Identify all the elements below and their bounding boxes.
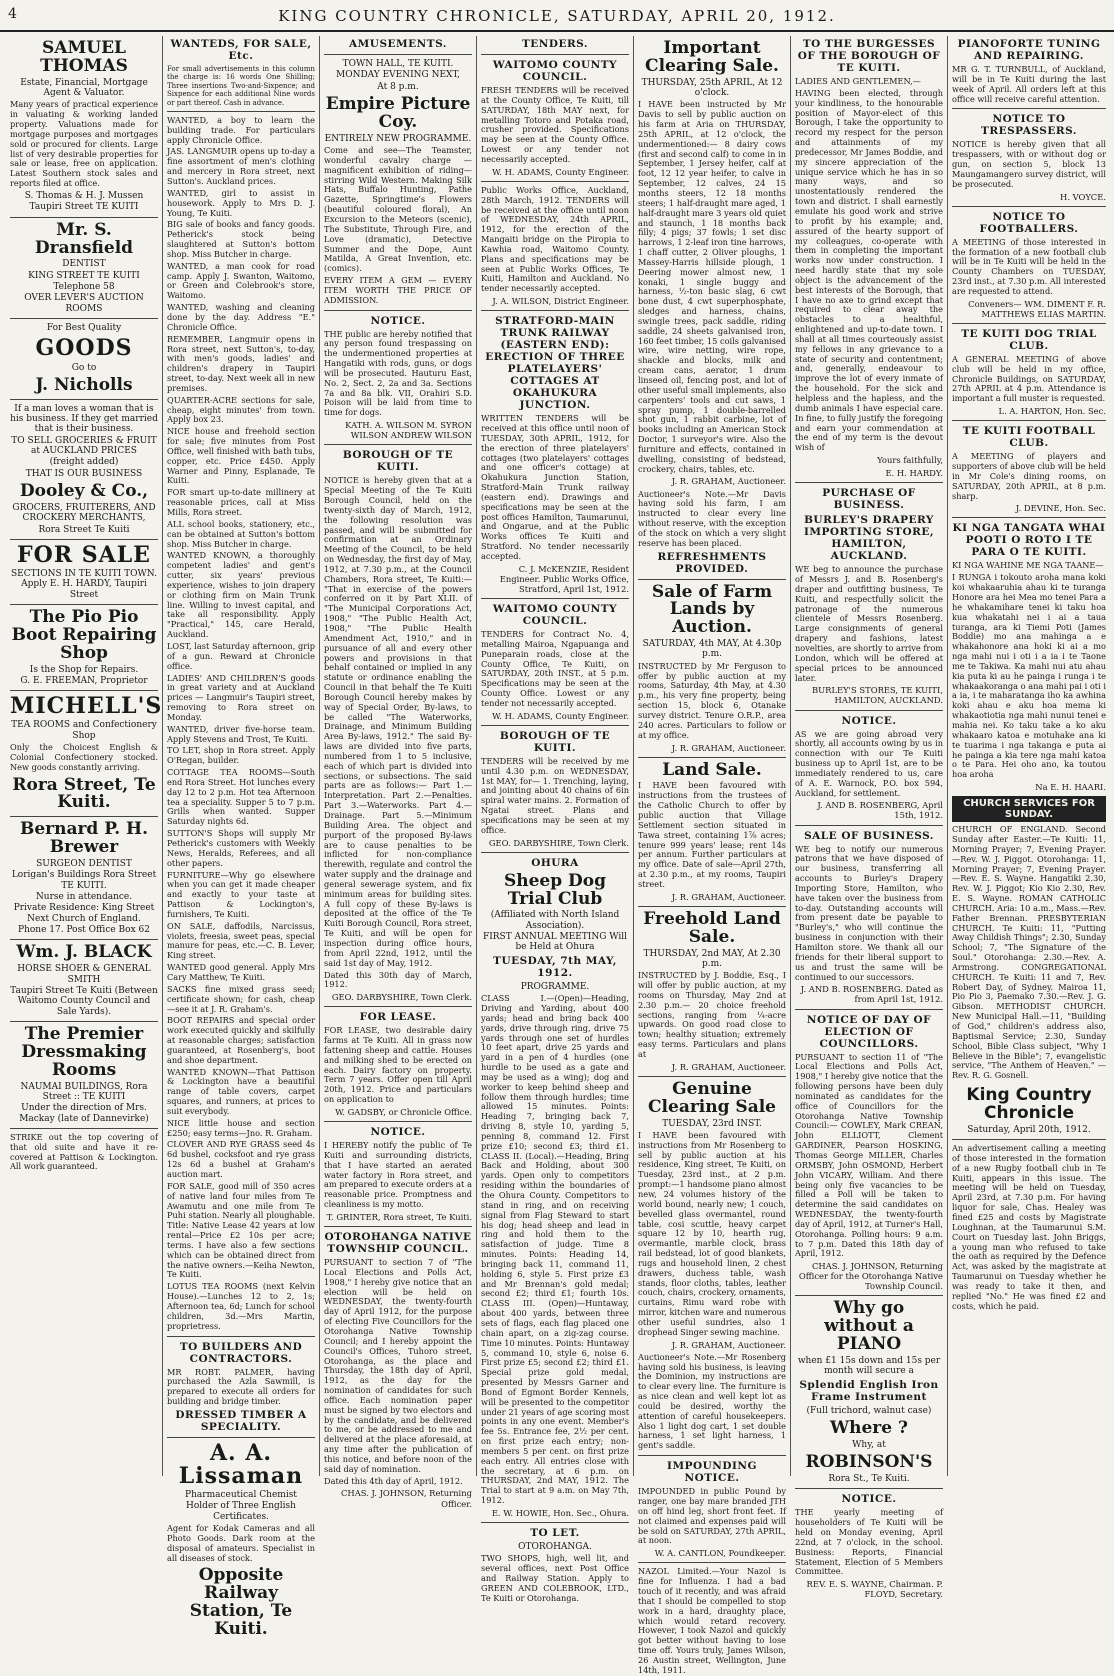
rosenberg-notice-head: NOTICE. — [841, 714, 897, 727]
tolet-body: TWO SHOPS, high, well lit, and several offices, next Post Office and Railway Station. Apply to GREEN AND COLEBROOK, LTD., Te Kuiti or Otorohanga. — [481, 1553, 629, 1603]
piano-why: Why, at — [852, 1439, 886, 1450]
classified-ad: WANTED, driver five-horse team. Apply Stevens and Trost, Te Kuiti. — [167, 723, 315, 744]
freehold-body: INSTRUCTED by J. Boddie, Esq., I will offer by public auction, at my rooms on Thursday, May 2nd at 2.30 p.m.— 20 choice freehold sections, ranging from ¼-acre upwards. On good road close to town; healthy situation; extremely easy terms. Particulars and plans at — [638, 970, 786, 1059]
football-sig: Conveners— WM. DIMENT F. R. MATTHEWS ELIAS MARTIN. — [968, 298, 1106, 319]
classified-ad: FOR SALE, good mill of 350 acres of native land four miles from Te Awamutu and one mile from Te Puhi station. Nearly all ploughable. Title: Native Lease 42 years at low rental—Price £2 10s per acre; terms. I have also a few sections which can be obtained direct from the native owners.—Keiha Newton, Te Kuiti. — [167, 1180, 315, 1280]
black-role: HORSE SHOER & GENERAL SMITH — [17, 964, 151, 985]
clearing-date: THURSDAY, 25th APRIL, At 12 o'clock. — [641, 77, 783, 99]
thomas-body: Many years of practical experience in valuating & working landed property. Valuations made for mortgage purposes and mortgages sold or procured for clients. Large list of very desirable properties for sale or lease, free on application. Latest Southern stock sales and reports filed at office. — [10, 99, 158, 189]
piano-terms: when £1 15s down and 15s per month will secure a — [797, 1356, 941, 1377]
lissaman-cert: Holder of Three English Certificates. — [186, 1501, 296, 1522]
sheep-body: CLASS I.—(Open)—Heading, Driving and Yarding, about 400 yards; head and bring back 400 yards, drive through ring, drive 75 yards through one set of hurdles 10 feet apart, drive 25 yards and yard in a pen of 4 hurdles (one hurdle to be used as a gate and may be used as a wing); dog and worker to keep behind sheep and follow them through hurdles; time allowed 15 minutes. Points: Heading 7, bringing back 7, driving 8, style 10, yarding 5, penning 8, command 12. First prize £10; second £3; third £1. CLASS II. (Local).—Heading, Bring Back and Holding, about 300 yards. Open only to competitors residing within the boundaries of the Ohura County. Competitors to stand in ring, and on receiving signal from Flag Steward to start his dog; head sheep and lead in ring and hold them to the satisfaction of judge. Time 8 minutes. Points: Heading 14, bringing back 11, command 11, holding 6, style 5. First prize £3 and Mr Brennan's gold medal; second £2; third £1; fourth 10s. CLASS III. (Open)—Huntaway, about 400 yards, between three sets of flags, each flag placed one chain apart, on a zig-zag course. Time 10 minutes. Points: Huntaway 5, command 10, style 6, noise 6. First prize £5; second £2; third £1. Special prize gold medal, presented by Messrs Garner and Bond of Egmont Border Kennels, will be presented to the competitor under 21 years of age scoring most points in any one event. Member's fee 5s. Entrance fee, 2½ per cent. on first prize each entry; non-members 5 per cent. on first prize each entry. All entries close with the secretary, at 6 p.m. on THURSDAY, 2nd MAY, 1912. The Trial to start at 9 a.m. on May 7th, 1912. — [481, 993, 630, 1506]
tenders-head: TENDERS. — [521, 38, 589, 50]
nicholls-name: J. Nicholls — [35, 374, 133, 395]
divider — [638, 1076, 786, 1077]
page-number: 4 — [8, 6, 17, 22]
divider — [952, 206, 1106, 207]
land-sig: J. R. GRAHAM, Auctioneer. — [671, 891, 786, 902]
waitomo-body: FRESH TENDERS will be received at the County Office, Te Kuiti, till SATURDAY, 18th MAY next, for metalling Totoro and Potaka road, crusher provided. Specifications may be seen at the County Office. Lowest or any tender not necessarily accepted. — [481, 85, 629, 164]
sheep-sub: (Affiliated with North Island Association). — [490, 910, 620, 931]
classified-ad: SACKS fine mixed grass seed; certificate shown; for cash, cheap —see it at J. R. Graham's. — [167, 983, 315, 1014]
classified-ad: ALL school books, stationery, etc., can be obtained at Sutton's bottom shop. Miss Butcher in charge. — [167, 518, 315, 549]
divider — [795, 825, 943, 826]
lissaman-body: Agent for Kodak Cameras and all Photo Goods. Dark room at the disposal of amateurs. Specialist in all diseases of stock. — [167, 1523, 315, 1563]
nicholls-pre: For Best Quality — [46, 323, 122, 334]
dogtrial-head: TE KUITI DOG TRIAL CLUB. — [961, 327, 1097, 352]
column-1 — [6, 36, 163, 1476]
classified-ad: BOOT REPAIRS and special order work executed quickly and skilfully at reasonable charges; satisfaction guaranteed, at Rosenberg's, boot and shoe department. — [167, 1015, 315, 1065]
lease-sig: W. GADSBY, or Chronicle Office. — [335, 1107, 472, 1118]
timber-line: DRESSED TIMBER A SPECIALITY. — [175, 1408, 307, 1433]
fc-body: A MEETING of players and supporters of above club will be held in Mr Cole's dining rooms, on SATURDAY, 20th APRIL, at 8 p.m. sharp. — [952, 451, 1106, 501]
divider — [795, 1295, 943, 1296]
michell-line: TEA ROOMS and Confectionery Shop — [11, 720, 157, 741]
notice2-sig: T. GRINTER, Rora street, Te Kuiti. — [326, 1212, 472, 1222]
burgesses-close: Yours faithfully, — [877, 455, 943, 466]
divider — [10, 217, 158, 218]
thomas-addr: Taupiri Street TE KUITI — [29, 202, 139, 213]
maori-body: I RUNGA i tokouto aroha mana koki koi whakaaruhia ahau ki te turanga Honore ara hei Mea mo tenei Para a he whakamihare tenei ki taku hoa kua whakatahi nei i ai a taua turanga, ara ki Tiemi Poti (James Boddie) mo ana mahinga a e whakahonore ana hoki ki ai a mo nga mahi nui i oti i a ia i te Taone me te Takiwa. Ka mahi nui atu ahau kia puta ki au he painga i runga i te whakaakoranga o ana mahi pai i oti i a ia, i te maharatanga iho ka awhina koki ahau e aku hoa mema ki whakaotiotia nga mahi nunui tenei e mahia nei. Ko taku take a ko aku whakaaro katoa e motuhake ana ki te tuarima i nga takanga e puta ai he painga a kia tere nga mahi katoa o te Para. Hei oho ano, ka toutou hoa aroha — [952, 572, 1106, 780]
sheep-first: FIRST ANNUAL MEETING Will be Held at Ohura — [482, 932, 628, 953]
freehold-sig: J. R. GRAHAM, Auctioneer. — [671, 1061, 786, 1072]
otoro-body: PURSUANT to section 7 of "The Local Elections and Polls Act, 1908," I hereby give notice that an election will be held on WEDNESDAY, the twenty-fourth day of April 1912, for the purpose of electing Five Councillors for the Otorohanga Native Township Council; and I hereby appoint the Council's Offices, Tuhoro street, Otorohanga, as the place and Thursday, the 18th day of April, 1912, as the day for the nomination of candidates for such office. Each nomination paper must be signed by two electors and by the candidate, and be delivered to me, or be addressed to me and delivered at the place aforesaid, at any time after the publication of this notice, and before noon of the said day of nomination. — [324, 1257, 472, 1474]
sheep-head: Sheep Dog Trial Club — [503, 870, 607, 909]
notice2-body: I HEREBY notify the public of Te Kuiti and surrounding districts, that I have started an aerated water factory in Rora street, and am prepared to execute orders at a reasonable price. Promptness and cleanliness is my motto. — [324, 1140, 472, 1210]
entirely-new: ENTIRELY NEW PROGRAMME. — [324, 133, 472, 144]
classified-ad: SUTTON'S Shops will supply Mr Petherick's customers with Weekly News, Heralds, Referees, and all other papers. — [167, 828, 315, 868]
salebiz-head: SALE OF BUSINESS. — [804, 829, 934, 842]
pwo-body: Public Works Office, Auckland, 28th March, 1912. TENDERS will be received at the office until noon of WEDNESDAY, 24th APRIL, 1912, for the erection of the Mangaiti bridge on the Piropia to Kawhia road, Waitomo County. Plans and specifications may be seen at Public Works Offices, Te Kuiti, Hamilton and Auckland. No tender necessarily accepted. — [481, 184, 629, 294]
classified-ad: WANTED KNOWN, a thoroughly competent ladies' and gent's cutter, six years' previous experience, wishes to join drapery or clothing firm on Main Trunk line. Willing to invest capital, and take all responsibility. Apply "Practical," 145, care Herald, Auckland. — [167, 550, 315, 640]
michell-body: Only the Choicest English & Colonial Confectionery stocked. New goods constantly arriving. — [10, 742, 158, 772]
classified-ad: COTTAGE TEA ROOMS—South end Rora Street. Hot lunches every day 12 to 2 p.m. Hot tea Afternoon tea a speciality. Supper 5 to 7 p.m. Grills when wanted. Supper Saturday nights 6d. — [167, 767, 315, 827]
burleys-head: BURLEY'S DRAPERY IMPORTING STORE, HAMILTON, AUCKLAND. — [804, 514, 934, 563]
maori-sig: Na E. H. HAARI. — [1035, 782, 1106, 793]
strike-ad: STRIKE out the top covering of that old suite and have it re-covered at Pattison & Lockington. All work guaranteed. — [10, 1131, 158, 1172]
classified-ad: WANTED, a boy to learn the building trade. For particulars apply Chronicle Office. — [167, 114, 315, 145]
borough-tender-head: BOROUGH OF TE KUITI. — [499, 729, 611, 754]
divider — [795, 1009, 943, 1010]
tolet-town: OTOROHANGA. — [518, 1542, 592, 1553]
thomas-line: Estate, Financial, Mortgage Agent & Valuator. — [20, 77, 148, 99]
classified-ad: JAS. LANGMUIR opens up to-day a fine assortment of men's clothing and mercery in Rora street, next Sutton's. Auckland prices. — [167, 146, 315, 187]
thomas-ad — [10, 40, 158, 213]
divider — [795, 710, 943, 711]
fc-sig: J. DEVINE, Hon. Sec. — [1015, 503, 1106, 514]
land-body: I HAVE been favoured with instructions from the trustees of the Catholic Church to offer by public auction that Village Settlement section situated in Tawa street, containing 1⅞ acres; tenure 999 years' lease; rent 14s per annum. Further particulars at my office. Date of sale—April 27th, at 2.30 p.m., at my rooms, Taupiri street. — [638, 780, 786, 889]
monday-line: MONDAY EVENING NEXT, — [335, 70, 460, 81]
divider — [638, 906, 786, 907]
burgesses-sig: E. H. HARDY. — [885, 468, 943, 479]
salebiz-sig: J. AND B. ROSENBERG. Dated as from April 1st, 1912. — [800, 984, 943, 1005]
divider — [10, 539, 158, 540]
trespass-body: NOTICE is hereby given that all trespassers, with or without dog or gun, on section 5, block 13 Maungamangero survey district, will be prosecuted. — [952, 139, 1106, 189]
fc-head: TE KUITI FOOTBALL CLUB. — [962, 425, 1096, 450]
man-sell: TO SELL GROCERIES & FRUIT at AUCKLAND PRICES — [11, 435, 157, 457]
classified-ad: WANTED, washing and cleaning done by the day. Address "E." Chronicle Office. — [167, 302, 315, 332]
divider — [324, 310, 472, 311]
lissaman-name: A. A. Lissaman — [178, 1439, 304, 1489]
brewer-res: Private Residence: King Street Next Church of England. — [13, 903, 155, 924]
classified-ad: LOST, last Saturday afternoon, grip of a gun. Reward at Chronicle office. — [167, 640, 315, 671]
classified-ad: QUARTER-ACRE sections for sale, cheap, eight minutes' from town. Apply box 23. — [167, 394, 315, 425]
waitomo2-sig: W. H. ADAMS, County Engineer. — [492, 710, 629, 721]
brewer-role: SURGEON DENTIST — [36, 859, 132, 869]
divider — [638, 1455, 786, 1456]
waitomo-sig: W. H. ADAMS, County Engineer. — [492, 166, 629, 177]
lease-head: FOR LEASE. — [359, 1011, 437, 1024]
town-hall: TOWN HALL, TE KUITI. — [342, 59, 454, 69]
notice-sig: KATH. A. WILSON M. SYRON WILSON ANDREW WILSON — [345, 420, 472, 441]
genuine-body: I HAVE been favoured with instructions from Mr Rosenberg to sell by public auction at his residence, King street, Te Kuiti, on Tuesday, 23rd inst., at 2 p.m. prompt:—1 handsome piano almost new, 24 volumes history of the world bound, nearly new; 1 couch, bevelled glass overmantel, round table, cosi scuttle, heavy carpet square 12 by 10, hearth rug, overmantle, marble clock, brass rail bedstead, lot of good blankets, rugs and household linen, 2 chest drawers, duchess table, wash stands, floor cloths, tables, leather couch, chairs, crockery, ornaments, curtains, Rimu ward robe with mirror, kitchen ware and numerous other useful sundries, also 1 drophead Singer sewing machine. — [638, 1129, 786, 1337]
classified-ad: FURNITURE—Why go elsewhere when you can get it made cheaper and exactly to your taste at Pattison & Lockington's, furnishers, Te Kuiti. — [167, 869, 315, 919]
michell-name: MICHELL'S — [10, 693, 163, 720]
programme-body: Come and see—The Teamster, wonderful cavalry charge — magnificent exhibition of riding—stirring Wild Western. Making Silk Hats, Buffalo Hunting, Pathe Gazette, Springtime's Flowers (beautiful coloured floral), An Excursion to the Meteors (scenic), The Substitute, Through Fire, and Love (dramatic), Detective Summer and the Dope, Aunt Matilda, A Great Invention, etc. (comics). — [324, 145, 472, 274]
kcc-banner: King Country Chronicle — [966, 1085, 1092, 1123]
divider — [10, 1128, 158, 1129]
black-name: Wm. J. BLACK — [16, 942, 152, 963]
brewer-nurse: Nurse in attendance. — [35, 892, 133, 903]
election-body: PURSUANT to section 11 of "The Local Elections and Polls Act, 1908," I hereby give notice that the following persons have been duly nominated as candidates for the office of Councillors for the Otorohanga Native Township Council:— COWLEY, Mark CREAN, John ELLIOTT, Clement GARDINER, Pearson HOSKING, Thomas George MILLER, Charles ORMSBY, John OSMOND, Herbert John VICARY, William. And there being only five vacancies to be filled a Poll will be taken to determine the said candidates on WEDNESDAY, the twenty-fourth day of April, 1912, at Turner's Hall, Otorohanga. Polling hours: 9 a.m. to 7 p.m. Dated this 18th day of April, 1912. — [795, 1051, 943, 1259]
man-ours: THAT IS OUR BUSINESS — [25, 468, 143, 479]
notice-body: THE public are hereby notified that any person found trespassing on the undermentioned properties at Hangatiki with rods, guns, or dogs will be prosecuted. Hauturu East, No. 2, Sect. 2, 2a and 3a. Sections 7a and 8a blk. VII, Orahiri S.D. Poison will be laid from time to time for dogs. — [324, 328, 472, 418]
divider — [952, 1139, 1106, 1140]
land-head: Land Sale. — [662, 759, 762, 780]
gem-line: EVERY ITEM A GEM — EVERY ITEM WORTH THE PRICE OF ADMISSION. — [324, 275, 472, 305]
trespass-sig: H. VOYCE. — [1060, 191, 1106, 202]
piano-item: Splendid English Iron Frame Instrument — [799, 1378, 939, 1403]
divider — [10, 816, 158, 817]
stratford-head: STRATFORD-MAIN TRUNK RAILWAY (EASTERN END): ERECTION OF THREE PLATELAYERS' COTTAGES AT OKAHUKURA JUNCTION. — [485, 315, 625, 412]
classified-ad: FOR smart up-to-date millinery at reasonable prices, call at Miss Mills, Rora street. — [167, 487, 315, 518]
divider — [324, 1226, 472, 1227]
otoro-head: OTOROHANGA NATIVE TOWNSHIP COUNCIL. — [324, 1231, 472, 1256]
empire-picture: Empire Picture Coy. — [325, 94, 471, 132]
clearing-sig: J. R. GRAHAM, Auctioneer. — [671, 476, 786, 487]
amusements-head: AMUSEMENTS. — [349, 38, 447, 50]
otoro-date: Dated this 4th day of April, 1912. — [324, 1475, 463, 1486]
kcc-body: An advertisement calling a meeting of those interested in the formation of a new Rugby football club in Te Kuiti, appears in this issue. The meeting will be held on Tuesday, April 23rd, at 7.30 p.m. For having liquor for sale, Chas. Healey was fined £25 and costs by Magistrate Loughnan, at the Taumarunui S.M. Court on Tuesday last. John Briggs, a young man who refused to take the oath as required by the Defence Act, was asked by the magistrate at Taumarunui on Tuesday whether he was ready to take it then, and replied "No." He was fined £2 and costs, which he paid. — [952, 1143, 1106, 1311]
football-body: A MEETING of those interested in the formation of a new football club will be in Te Kuiti will be held in the County Chambers on TUESDAY, 23rd inst., at 7.30 p.m. All interested are requested to attend. — [952, 236, 1106, 296]
dransfield-addr: KING STREET TE KUITI — [28, 270, 140, 281]
piano-head: Why go without a PIANO — [824, 1298, 914, 1355]
divider — [481, 181, 629, 182]
farmland-date: SATURDAY, 4th MAY, At 4.30p p.m. — [642, 639, 782, 660]
divider — [324, 1121, 472, 1122]
piopio-ad — [10, 609, 158, 686]
tolet-head: TO LET. — [530, 1527, 580, 1540]
dress-addr: NAUMAI BUILDINGS, Rora Street :: TE KUITI — [20, 1081, 148, 1102]
classified-ad: LOTUS TEA ROOMS (next Kelvin House).—Lunches 12 to 2, 1s; Afternoon tea, 6d; Lunch for school children, 3d.—Mrs Martin, proprietress. — [167, 1281, 315, 1331]
man-body: If a man loves a woman that is his business. If they get married that is their business. — [10, 403, 158, 435]
pio-sig: G. E. FREEMAN, Proprietor — [20, 675, 148, 686]
tuning-head: PIANOFORTE TUNING AND REPAIRING. — [957, 38, 1101, 62]
dransfield-role: DENTIST — [62, 259, 106, 270]
divider — [481, 1522, 629, 1523]
borough-sig: GEO. DARBYSHIRE, Town Clerk. — [331, 992, 472, 1003]
dooley-line: GROCERS, FRUITERERS, AND CROCKERY MERCHANTS, — [12, 502, 156, 524]
divider — [952, 517, 1106, 518]
freehold-date: THURSDAY, 2nd MAY, At 2.30 p.m. — [643, 948, 781, 969]
lease-body: FOR LEASE, two desirable dairy farms at Te Kuiti. All in grass now fattening sheep and cattle. Houses and milking shed to be erected on each. Dairy factory on property. Term 7 years. Offer open till April 20th, 1912. Price and particulars on application to — [324, 1025, 472, 1105]
piano-finish: (Full trichord, walnut case) — [806, 1405, 932, 1416]
dooley-name: Dooley & Co., — [19, 481, 149, 502]
impound-head: IMPOUNDING NOTICE. — [667, 1460, 757, 1485]
nicholls-ad — [10, 323, 158, 395]
burgesses-body: HAVING been elected, through your kindliness, to the honourable position of Mayor-elect of this Borough, I take the opportunity to record my respect for the person and attainments of my predecessor, Mr James Boddie, and my sincere appreciation of the unique service which he has in so many ways, and so unostentatiously rendered the town and district. I shall earnestly emulate his good work and strive to profit by his example; and, assured of the hearty support of my colleagues, co-operate with them in completing the important works now under construction. I need hardly state that my sole object is the advancement of the best interests of the Borough, that I have no axe to grind except that required to clear away the obstacles to a healthful, enlightened and up-to-date town. I shall at all times courteously assist my fellows in any grievance to a state of security and contentment; and, generally, endeavour to improve the lot of every inmate of the household. For the sick and helpless and the hapless, and the dumb animals I have especial care. In fine, to fully justify the foregoing and earn your commendation at the end of my term is the devout wish of — [795, 87, 943, 453]
nicholls-go: Go to — [71, 362, 97, 373]
builders-body: MR ROBT. PALMER, having purchased the Azla Sawmill, is prepared to execute all orders for building and bridge timber. — [167, 1366, 315, 1407]
dogtrial-sig: L. A. HARTON, Hon. Sec. — [998, 406, 1106, 417]
dressmaking-ad — [10, 1023, 158, 1124]
divider — [952, 420, 1106, 421]
divider — [795, 1488, 943, 1489]
election-sig: CHAS. J. JOHNSON, Returning Officer for the Otorohanga Native Township Council. — [798, 1261, 943, 1292]
impound-sig: W. A. CANTLON, Poundkeeper. — [654, 1548, 786, 1559]
trespass-head: NOTICE TO TRESPASSERS. — [981, 113, 1077, 138]
clearing-body: I HAVE been instructed by Mr Davis to sell by public auction on his farm at Aria on THURSDAY, 25th APRIL, at 12 o'clock, the undermentioned:— 8 dairy cows (first and second calf) to come in in September, 1 Jersey heifer, calf at foot, 12 12 year heifer, to calve in September, 12 calves, 24 15 months steers, 12 18 months steers; 1 half-draught mare aged, 1 half-draught mare 3 years old quiet and staunch, 1 18 months back filly; 4 pigs; 37 fowls; 1 set disc harrows, 1 2-leaf iron tine harrows, 1 chaff cutter, 2 Oliver ploughs, 1 Massey-Harris hillside plough, 1 Deering mower almost new, 1 konaki, 1 single buggy and harness, ½-ton basic slag, 6 cwt bone dust, 4 cwt superphosphate, sledges and harness, chains, swingle trees, pack saddle, riding saddle, 24 sheets galvanised iron, 160 feet timber, 15 coils galvanised wire, wire netting, wire rope, shackle and blocks, milk and cream cans, aerator, 1 drum linseed oil, fencing post, and lot of other useful small implements, also carpenters' tools and cut saws, 1 spray pump, 1 double-barrelled shot gun, 1 rabbit carbine, lot of books including an American Stock Doctor, 1 surveyor's wire. Also the furniture and effects, contained in dwelling, consisting of bedstead, crockery, chairs, tables, etc. — [638, 99, 786, 474]
piano-where: Where ? — [830, 1418, 908, 1439]
kcc-date: Saturday, April 20th, 1912. — [967, 1124, 1091, 1135]
classified-ad: WANTED, girl to assist in housework. Apply to Mrs D. J. Young, Te Kuiti. — [167, 187, 315, 218]
builders-head: TO BUILDERS AND CONTRACTORS. — [179, 1340, 303, 1365]
church-head: CHURCH SERVICES FOR SUNDAY. — [952, 796, 1106, 822]
impound-body: IMPOUNDED in public Pound by ranger, one bay mare branded JTH on off hind leg, short front feet. If not claimed and expenses paid will be sold on SATURDAY, 27th APRIL, at noon. — [638, 1486, 786, 1546]
divider — [10, 1021, 158, 1022]
genuine-head: Genuine Clearing Sale — [648, 1078, 776, 1117]
genuine-note: Auctioneer's Note.—Mr Rosenberg having sold his business, is leaving the Dominion, my instructions are to clear every line. The furniture is as nice clean and well kept lot as could be desired, worthy the attention of careful housekeepers. Also 1 light dog cart, 1 set double harness, 1 set light harness, 1 gent's saddle. — [638, 1351, 786, 1451]
notice-head: NOTICE. — [370, 314, 426, 327]
divider — [795, 482, 943, 483]
brewer-phone: Phone 17. Post Office Box 62 — [18, 925, 150, 936]
nazol-body: NAZOL Limited.—Your Nazol is fine for Influenza. I had a bad touch of it recently, and was afraid that I should be compelled to stop work in a hard, draughty place, which would retard recovery. However, I took Nazol and quickly got better without having to lose time off. Yours truly, James Wilson, 26 Austin street, Wellington, June 14th, 1911. — [638, 1566, 786, 1675]
divider — [10, 690, 158, 691]
burleys-sig: BURLEY'S STORES, TE KUITI, HAMILTON, AUCKLAND. — [811, 685, 943, 706]
clearing-note: Auctioneer's Note.—Mr Davis having sold his farm, I am instructed to clear every line without reserve, with the exception of the stock on which a very slight reserve has been placed. — [638, 488, 786, 548]
stratford-sig: C. J. McKENZIE, Resident Engineer. Public Works Office, Stratford, April 1st, 1912. — [499, 563, 629, 594]
michell-ad — [10, 693, 163, 813]
householders-body: THE yearly meeting of householders of Te Kuiti will be held on Monday evening, April 22nd, at 7 o'clock, in the school. Business: Reports, Financial Statement, Election of 5 Members Committee. — [795, 1507, 943, 1577]
farmland-body: INSTRUCTED by Mr Ferguson to offer by public auction at my rooms, Saturday, 4th May, at 4.30 p.m., his very fine property, being section 15, block 6, Otanake survey district. Tenure O.R.P., area 240 acres. Particulars to follow or at my office. — [638, 660, 786, 740]
brewer-addr: Lorigan's Buildings Rora Street TE KUITI. — [11, 870, 157, 891]
burgesses-salute: LADIES AND GENTLEMEN,— — [795, 76, 921, 86]
divider — [481, 54, 629, 55]
classified-ad: ON SALE, daffodils, Narcissus, violets, freesia, sweet peas, special manure for peas, etc.—C. B. Lever, King street. — [167, 920, 315, 961]
man-freight: (freight added) — [49, 457, 119, 468]
waitomo-head: WAITOMO COUNTY COUNCIL. — [492, 59, 618, 83]
dress-mgmt: Under the direction of Mrs. Mackay (late of Dannevirke) — [19, 1103, 149, 1124]
forsale-ad — [10, 541, 158, 600]
salebiz-body: WE beg to notify our numerous patrons that we have disposed of our business, transferring all accounts to Burley's Drapery Importing Store, Hamilton, who have taken over the business from to-day. Outstanding accounts will from present date be payable to "Burley's," who will continue the business in conjunction with their Hamilton store. We thank all our friends for their liberal support to us and trust the same will be continued to our successors. — [795, 843, 943, 982]
pio-name: The Pio Pio Boot Repairing Shop — [11, 607, 157, 663]
wanteds-intro: For small advertisements in this column the charge is: 16 words One Shilling; Three insertions Two-and-Sixpence; and Sixpence for each additional Nine words or part thereof. Cash in advance. — [167, 65, 315, 107]
church-body: CHURCH OF ENGLAND. Second Sunday after Easter.—Te Kuiti: 11, Morning Prayer; 7, Evening Prayer.—Rev. W. J. Piggot. Otorohanga: 11, Morning Prayer; 7, Evening Prayer.—Rev. E. S. Wayne. Hangatiki 2.30, Rev. W. J. Piggot; Kio Kio 2.30, Rev. E. S. Wayne. ROMAN CATHOLIC CHURCH. Aria: 10 a.m., Mass.—Rev. Father Brennan. PRESBYTERIAN CHURCH. Te Kuiti: 11, "Putting Away Childish Things"; 2.30, Sunday School; 7, "The Signature of the Soul." Otorohanga: 2.30.—Rev. A. Armstrong. CONGREGATIONAL CHURCH. Te Kuiti: 11 and 7, Rev. Robert Day, of Sydney. Mairoa 11, Pio Pio 3, Paemako 7.30.—Rev. J. G. Gibson. METHODIST CHURCH. New Municipal Hall.—11, "Building of God," children's address also, Baptismal Service; 2.30, Sunday School, Bible Class subject, "Why I Believe in the Bible"; 7, evangelistic service, "The Anthem of Heaven." —Rev. R. G. Gosnell. — [952, 824, 1106, 1081]
column-7 — [948, 36, 1110, 1476]
classified-ad: TO LET, shop in Rora street. Apply O'Regan, builder. — [167, 745, 315, 766]
classified-ad: REMEMBER, Langmuir opens in Rora street, next Sutton's, to-day, with men's goods, ladies' and children's drapery in Taupiri street, to-day. Next week all in new premises. — [167, 333, 315, 393]
divider — [481, 725, 629, 726]
thomas-name: SAMUEL THOMAS — [40, 38, 128, 76]
football-head: NOTICE TO FOOTBALLERS. — [979, 210, 1079, 235]
divider — [952, 108, 1106, 109]
dransfield-ad — [10, 219, 158, 314]
divider — [10, 399, 158, 400]
refreshments: REFRESHMENTS PROVIDED. — [657, 550, 767, 575]
robinsons-name: ROBINSON'S — [805, 1452, 933, 1473]
dooley-ad — [10, 404, 158, 535]
forsale-head: FOR SALE — [17, 541, 151, 568]
divider — [167, 1336, 315, 1337]
divider — [324, 54, 472, 55]
farmland-head: Sale of Farm Lands by Auction. — [651, 581, 773, 638]
rosenberg-notice-body: AS we are going abroad very shortly, all accounts owing by us in connection with our Te Kuiti business up to April 1st, are to be immediately rendered to us, care of A. E. Warnock, P.O. box 594, Auckland, for settlement. — [795, 728, 943, 798]
classified-ad: NICE house and freehold section for sale; five minutes from Post Office, well finished with bath tubs, copper, etc. Price £450. Apply Warner and Pinny, Esplanade, Te Kuiti. — [167, 426, 315, 486]
purchase-head: PURCHASE OF BUSINESS. — [822, 487, 916, 512]
black-addr: Taupiri Street Te Kuiti (Between Waitomo County Council and Sale Yards). — [10, 985, 158, 1017]
sheep-date: TUESDAY, 7th MAY, 1912. — [493, 954, 617, 979]
otoro-sig: CHAS. J. JOHNSON, Returning Officer. — [341, 1488, 472, 1509]
classified-ad: LADIES' AND CHILDREN'S goods in great variety and at Auckland prices — Langmuir's Taupiri street, removing to Rora street on Monday. — [167, 672, 315, 722]
classified-ad: WANTED KNOWN—That Pattison & Lockington have a beautiful range of table covers, carpet squares, and runners, at prices to suit everybody. — [167, 1066, 315, 1116]
dogtrial-body: A GENERAL MEETING of above club will be held in my office, Chronicle Buildings, on SATURDAY, 27th APRIL at 4 p.m. Attendance is important a full muster is requested. — [952, 353, 1106, 404]
waitomo2-head: WAITOMO COUNTY COUNCIL. — [492, 603, 618, 628]
column-5 — [634, 36, 791, 1675]
genuine-date: TUESDAY, 23rd INST. — [662, 1118, 762, 1129]
lissaman-addr: Opposite Railway Station, Te Kuiti. — [189, 1565, 293, 1640]
divider — [167, 111, 315, 112]
dransfield-phone: Telephone 58 — [53, 282, 115, 293]
wanteds-head: WANTEDS, FOR SALE, Etc. — [170, 38, 312, 62]
brewer-ad — [10, 821, 158, 935]
freehold-head: Freehold Land Sale. — [643, 908, 781, 947]
householders-sig: REV. E. S. WAYNE, Chairman. P. FLOYD, Secretary. — [806, 1579, 943, 1600]
pio-line: Is the Shop for Repairs. — [29, 664, 139, 675]
divider — [481, 852, 629, 853]
divider — [952, 323, 1106, 324]
column-3 — [320, 36, 477, 1509]
divider — [10, 604, 158, 605]
clearing-head: Important Clearing Sale. — [645, 38, 779, 76]
borough-body: NOTICE is hereby given that at a Special Meeting of the Te Kuiti Borough Council, held on the twenty-sixth day of March, 1912, the following resolution was passed, and will be submitted for confirmation at an Ordinary Meeting of the Council, to be held on Wednesday, the first day of May, 1912, at 7.30 p.m., at the Council Chambers, Rora street, Te Kuiti:— "That in exercise of the powers conferred on it by Part XLII. of "The Municipal Corporations Act, 1908," "The Public Health Act, 1908," "The Public Health Amendment Act, 1910," and in pursuance of all and every other powers and provisions in that behalf contained or implied in any statute or ordinance enabling the Council in that behalf the Te Kuiti Borough Council hereby makes by way of Special Order, By-laws, to be called "The Waterworks, Drainage, and Minimum Building Area By-laws, 1912." The said By-laws are divided into five parts, numbered from 1 to 5 inclusive, each of which part is divided into sections, or subsections. The said parts are as follows:— Part 1.—Interpretation. Part 2.—Penalties. Part 3.—Waterworks. Part 4.—Drainage. Part 5.—Minimum Building Area. The object and purport of the proposed By-laws are to cause penalties to be inflicted for non-compliance therewith, regulate and control the water supply and the drainage and general sewerage system, and fix minimum areas for building sites. A full copy of these By-laws is deposited at the office of the Te Kuiti Borough Council, Rora street, Te Kuiti, and will be open for inspection during office hours, from April 22nd, 1912, until the said 1st day of May, 1912. — [324, 475, 472, 968]
divider — [638, 1562, 786, 1563]
classified-ad: WANTED, a man cook for road camp. Apply J. Swanton, Waitomo, or Green and Colebrook's store, Waitomo. — [167, 260, 315, 301]
divider — [481, 598, 629, 599]
lissaman-role: Pharmaceutical Chemist — [185, 1490, 297, 1501]
divider — [167, 1437, 315, 1438]
ohura-line: OHURA — [531, 856, 579, 869]
waitomo2-body: TENDERS for Contract No. 4, metalling Mairoa, Ngapuanga and Puneparain roads, close at the County Office, Te Kuiti, on SATURDAY, 20th INST., at 5 p.m. Specifications may be seen at the County Office. Lowest or any tender not necessarily accepted. — [481, 629, 629, 708]
stratford-body: WRITTEN TENDERS will be received at this office until noon of TUESDAY, 30th APRIL, 1912, for the erection of three platelayers' cottages (two platelayers' cottages and one officer's cottage) at Okahukura Junction Station, Stratford-Main Trunk railway (eastern end). Drawings and specifications may be seen at the post offices Hamilton, Taumarunui, and Ongarue, and at the Public Works offices Te Kuiti and Stratford. No tender necessarily accepted. — [481, 413, 629, 561]
divider — [10, 318, 158, 319]
election-head: NOTICE OF DAY OF ELECTION OF COUNCILLORS. — [806, 1013, 932, 1050]
dooley-addr: Rora Street Te Kuiti — [38, 524, 130, 535]
borough-date: Dated this 30th day of March, 1912. — [324, 969, 472, 990]
borough-head: BOROUGH OF TE KUITI. — [342, 449, 454, 474]
borough-tender-sig: GEO. DARBYSHIRE, Town Clerk. — [488, 837, 629, 848]
michell-addr: Rora Street, Te Kuiti. — [12, 774, 156, 813]
wanteds-list — [167, 116, 315, 1332]
divider — [10, 939, 158, 940]
householders-head: NOTICE. — [841, 1493, 897, 1506]
masthead — [0, 0, 1114, 32]
divider — [638, 579, 786, 580]
tuning-body: MR G. T. TURNBULL, of Auckland, will be in Te Kuiti during the last week of April. All orders left at this office will receive careful attention. — [952, 64, 1106, 104]
burgesses-head: TO THE BURGESSES OF THE BOROUGH OF TE KUITI. — [797, 38, 941, 74]
column-4 — [477, 36, 634, 1603]
columns — [6, 36, 1110, 1675]
divider — [481, 310, 629, 311]
dransfield-name: Mr. S. Dransfield — [34, 219, 134, 258]
farmland-sig: J. R. GRAHAM, Auctioneer. — [671, 742, 786, 753]
robinsons-addr: Rora St., Te Kuiti. — [828, 1474, 910, 1485]
classified-ad: CLOVER AND RYE GRASS seed 4s 6d bushel, cocksfoot and rye grass 12s 6d a bushel at Graham's auction mart. — [167, 1139, 315, 1180]
notice2-head: NOTICE. — [370, 1126, 426, 1139]
brewer-name: Bernard P. H. Brewer — [19, 819, 149, 858]
divider — [324, 1006, 472, 1007]
rosenberg-notice-sig: J. AND B. ROSENBERG, April 15th, 1912. — [817, 800, 943, 821]
column-2 — [163, 36, 320, 1640]
thomas-sig: S. Thomas & H. J. Mussen — [24, 190, 144, 201]
maori-salute: KI NGA WAHINE ME NGA TAANE— — [952, 560, 1104, 571]
pwo-sig: J. A. WILSON, District Engineer. — [492, 296, 629, 307]
black-ad — [10, 944, 158, 1017]
classified-ad: BIG sale of books and fancy goods. Petherick's stock being slaughtered at Sutton's bottom shop. Miss Butcher in charge. — [167, 219, 315, 259]
dress-name: The Premier Dressmaking Rooms — [21, 1023, 147, 1080]
maori-head: KI NGA TANGATA WHAI POOTI O ROTO I TE PARA O TE KUITI. — [952, 522, 1106, 559]
genuine-sig: J. R. GRAHAM, Auctioneer. — [671, 1339, 786, 1350]
time-line: At 8 p.m. — [377, 81, 419, 92]
nicholls-goods: GOODS — [35, 335, 133, 362]
sheep-sig: E. W. HOWIE, Hon. Sec., Ohura. — [491, 1508, 629, 1519]
dransfield-note: OVER LEVER'S AUCTION ROOMS — [24, 293, 144, 314]
divider — [638, 757, 786, 758]
classified-ad: WANTED good general. Apply Mrs Cary Matthew, Te Kuiti. — [167, 962, 315, 982]
sheep-prog: PROGRAMME. — [520, 981, 590, 992]
classified-ad: NICE little house and section £250; easy terms—Jno. R. Graham. — [167, 1117, 315, 1138]
burleys-body: WE beg to announce the purchase of Messrs J. and B. Rosenberg's draper and outfitting business, Te Kuiti, and respectfully solicit the patronage of the numerous clientele of Messrs Rosenberg. Large consignments of general drapery and fashions, latest novelties, are shortly to arrive from London, which will be offered at special prices to be announced later. — [795, 564, 944, 683]
forsale-body: SECTIONS IN TE KUITI TOWN. Apply E. H. HARDY, Taupiri Street — [11, 569, 157, 600]
borough-tender-body: TENDERS will be received by me until 4.30 p.m. on WEDNESDAY, 1st MAY, for— 1. Trenching, laying, and jointing about 40 chains of 6in spiral water mains. 2. Formation of Ngatai street. Plans and specifications may be seen at my office. — [481, 755, 629, 835]
column-6 — [791, 36, 948, 1600]
divider — [324, 444, 472, 445]
newspaper-title: KING COUNTRY CHRONICLE, SATURDAY, APRIL 20, 1912. — [278, 7, 836, 25]
